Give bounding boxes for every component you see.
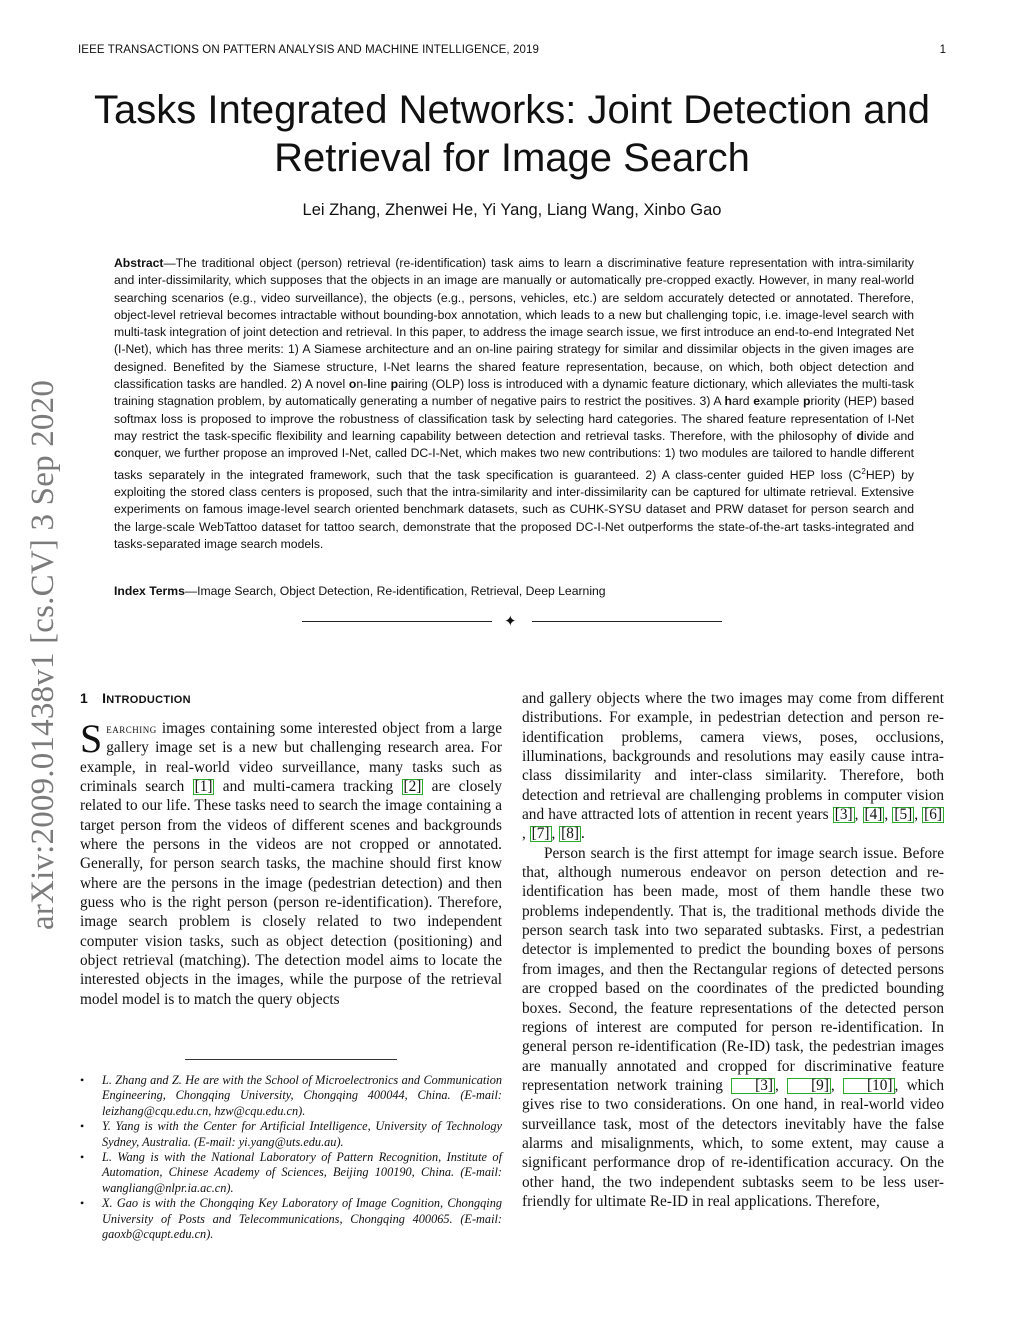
right-paragraph-2 <box>522 844 944 1212</box>
abstract-em-c: c <box>114 446 121 461</box>
bullet-icon: • <box>80 1119 85 1134</box>
citation-link[interactable]: [8] <box>561 825 579 843</box>
footnote <box>80 1150 502 1196</box>
right-text-b: Person search is the first attempt for image search issue. Before that, although numerous endeavor on person detection and re-identification has been made, most of them handle these two problems independently. That is, the traditional methods divide the person search task into two separated subtasks. First, a pedestrian detector is implemented to predict the bounding boxes of persons from images, and then the Rectangular regions of detected persons are cropped based on the coordinates of the predicted bounding boxes. Second, the feature representations of the detected person regions of interest are computed for person re-identification. In general person re-identification (Re-ID) task, the pedestrian images are manually annotated and cropped for discriminative feature representation network training <box>522 844 944 1094</box>
abstract-text-olp-mid1: n- <box>356 377 368 392</box>
right-column <box>522 689 944 1211</box>
cite-sep: , <box>884 806 893 824</box>
abstract-text-3: riority (HEP) based softmax loss is proposed to improve the robustness of classification task by selecting hard categories. The shared feature representation of I-Net may restrict the task-specific flexibility and learning capability between detection and retrieval tasks. Therefore, with the philosophy of <box>114 394 914 443</box>
drop-cap: S <box>80 716 103 761</box>
section-heading <box>80 690 191 706</box>
abstract-text-olp-mid2: ine <box>370 377 391 392</box>
divider-line-left <box>302 621 492 622</box>
citation-link[interactable]: [1] <box>194 778 213 796</box>
footnote-text: L. Zhang and Z. He are with the School of Microelectronics and Communication Engineering, Chongqing University, Chongqing 400044, China. (E-mail: leizhang@cqu.edu.cn, hzw@cqu.edu.cn). <box>102 1073 502 1118</box>
index-terms-text: —Image Search, Object Detection, Re-identification, Retrieval, Deep Learning <box>184 584 606 598</box>
abstract-em-l: l <box>367 377 371 392</box>
footnote <box>80 1073 502 1119</box>
left-column <box>80 716 503 1009</box>
intro-text-a: images containing some interested object from a large gallery image set is a new but challenging research area. For example, in real-world video surveillance, many tasks such as criminals search <box>80 720 502 796</box>
cite-sep: , <box>914 806 923 824</box>
intro-text-c: are closely related to our life. These tasks need to search the image containing a target person from the videos of different scenes and backgrounds where the persons in the videos are not cropped or annotated. Generally, for person search tasks, the machine should first know where are the persons in the image (pedestrian detection) and then guess who is the right person (person re-identification). Therefore, image search problem is closely related to two independent computer vision tasks, such as object detection (positioning) and object retrieval (matching). The detection model aims to locate the interested objects in the images, while the purpose of the retrieval model model is to match the query objects <box>80 778 503 1008</box>
cite-sep: , <box>854 806 863 824</box>
citation-link[interactable]: [2] <box>403 778 422 796</box>
index-terms <box>114 584 914 598</box>
footnote-rule <box>185 1059 397 1060</box>
abstract-em-p: p <box>390 377 399 392</box>
cite-sep: , <box>551 825 560 843</box>
citation-link[interactable]: [5] <box>894 806 913 824</box>
abstract-text-hep-mid1: ard <box>731 394 754 409</box>
section-title-initial: I <box>102 690 107 706</box>
footnote-text: X. Gao is with the Chongqing Key Laboratory of Image Cognition, Chongqing University of Posts and Telecommunications, Chongqing 400065. (E-mail: gaoxb@cqupt.edu.cn). <box>102 1196 502 1242</box>
citation-link[interactable]: [7] <box>531 825 550 843</box>
right-paragraph-1 <box>522 689 944 844</box>
author-list: Lei Zhang, Zhenwei He, Yi Yang, Liang Wang, Xinbo Gao <box>302 201 722 219</box>
abstract-em-d: d <box>856 428 864 443</box>
title-line-1: Tasks Integrated Networks: Joint Detection and <box>94 88 930 132</box>
divider-diamond-icon: ✦ <box>504 614 517 630</box>
citation-link[interactable]: [3] <box>731 1078 775 1094</box>
right-text-c: , which gives rise to two considerations. On one hand, in real-world video surveillance task, most of the detectors inevitably have the false alarms and misalignments, which, to some extent, may cause a significant performance drop of re-identification accuracy. On the other hand, the two independent subtasks seem to be less user-friendly for ultimate Re-ID in real applications. Therefore, <box>522 1076 944 1210</box>
abstract-em-p2: p <box>803 394 811 409</box>
abstract-text-hep-mid2: xample <box>760 394 803 409</box>
bullet-icon: • <box>80 1196 85 1211</box>
running-header: IEEE TRANSACTIONS ON PATTERN ANALYSIS AND MACHINE INTELLIGENCE, 2019 <box>78 44 539 56</box>
citation-link[interactable]: [10] <box>843 1078 895 1094</box>
abstract-em-o: o <box>348 377 357 392</box>
section-divider <box>302 612 722 632</box>
section-title-rest: NTRODUCTION <box>106 694 191 706</box>
page-number: 1 <box>939 44 946 56</box>
footnote-text: Y. Yang is with the Center for Artificial Intelligence, University of Technology Sydney, Australia. (E-mail: yi.yang@uts.edu.au). <box>102 1119 502 1149</box>
footnote <box>80 1196 502 1242</box>
abstract-text-1: —The traditional object (person) retrieval (re-identification) task aims to learn a discriminative feature representation with intra-similarity and inter-dissimilarity, which supposes that the objects in an image are manually or automatically pre-cropped exactly. However, in many real-world searching scenarios (e.g., video surveillance), the objects (e.g., persons, vehicles, etc.) are seldom accurately detected or annotated. Therefore, object-level retrieval becomes intractable without bounding-box annotation, which leads to a new but challenging topic, i.e. image-level search with multi-task integration of joint detection and retrieval. In this paper, to address the image search issue, we first introduce an end-to-end Integrated Net (I-Net), which has three merits: 1) A Siamese architecture and an on-line pairing strategy for similar and dissimilar objects in the given images are designed. Benefited by the Siamese structure, I-Net learns the shared feature representation, because, on which, both object detection and classification tasks are handled. 2) A novel <box>114 256 914 392</box>
abstract-text-4: onquer, we further propose an improved I-Net, called DC-I-Net, which makes two new contributions: 1) two modules are tailored to handle different tasks separately in the integrated framework, such that the task specification is guaranteed. 2) A class-center guided HEP loss (C <box>114 446 914 482</box>
paper-title <box>40 86 984 182</box>
bullet-icon: • <box>80 1150 85 1165</box>
bullet-icon: • <box>80 1073 85 1087</box>
abstract-label: Abstract <box>114 256 164 270</box>
citation-link[interactable]: [4] <box>864 806 883 824</box>
footnotes <box>80 1073 502 1242</box>
intro-paragraph-1 <box>80 716 503 1009</box>
abstract-superscript: 2 <box>861 466 866 476</box>
footnote-text: L. Wang is with the National Laboratory of Pattern Recognition, Institute of Automation, Chinese Academy of Sciences, Beijing 100190, China. (E-mail: wangliang@nlpr.ia.ac.cn). <box>102 1150 502 1195</box>
right-text-a: and gallery objects where the two images may come from different distributions. For example, in pedestrian detection and person re-identification problems, camera views, poses, occlusions, illuminations, backgrounds and resolutions may easily cause intra-class dissimilarity and inter-class similarity. Therefore, both detection and retrieval are challenging problems in computer vision and have attracted lots of attention in recent years <box>522 690 944 824</box>
cite-sep: , <box>774 1076 788 1094</box>
citation-link[interactable]: [3] <box>834 806 853 824</box>
citation-link[interactable]: [6] <box>924 806 943 824</box>
index-terms-label: Index Terms <box>114 584 185 598</box>
footnote <box>80 1119 502 1150</box>
citation-link[interactable]: [9] <box>787 1078 831 1094</box>
arxiv-stamp: arXiv:2009.01438v1 [cs.CV] 3 Sep 2020 <box>25 379 61 930</box>
divider-line-right <box>532 621 722 622</box>
cite-sep: , <box>522 825 530 843</box>
abstract-em-e: e <box>753 394 761 409</box>
section-number: 1 <box>80 690 89 706</box>
cite-end: . <box>581 825 585 843</box>
first-word: earching <box>106 721 157 736</box>
abstract <box>114 255 914 553</box>
abstract-text-2: airing (OLP) loss is introduced with a dynamic feature dictionary, which alleviates the multi-task training stagnation problem, by automatically generating a number of negative pairs to restrict the positives. 3) A <box>114 377 914 409</box>
abstract-text-5: HEP) by exploiting the stored class centers is proposed, such that the intra-similarity and inter-dissimilarity can be captured for ultimate retrieval. Extensive experiments on famous image-level search oriented benchmark datasets, such as CUHK-SYSU dataset and PRW dataset for person search and the large-scale WebTattoo dataset for tattoo search, demonstrate that the proposed DC-I-Net outperforms the state-of-the-art tasks-integrated and tasks-separated image search models. <box>114 467 914 551</box>
title-line-2: Retrieval for Image Search <box>274 136 750 180</box>
cite-sep: , <box>830 1076 844 1094</box>
intro-text-b: and multi-camera tracking <box>214 778 402 796</box>
abstract-text-dc-mid: ivide and <box>863 428 914 443</box>
abstract-em-h: h <box>724 394 732 409</box>
